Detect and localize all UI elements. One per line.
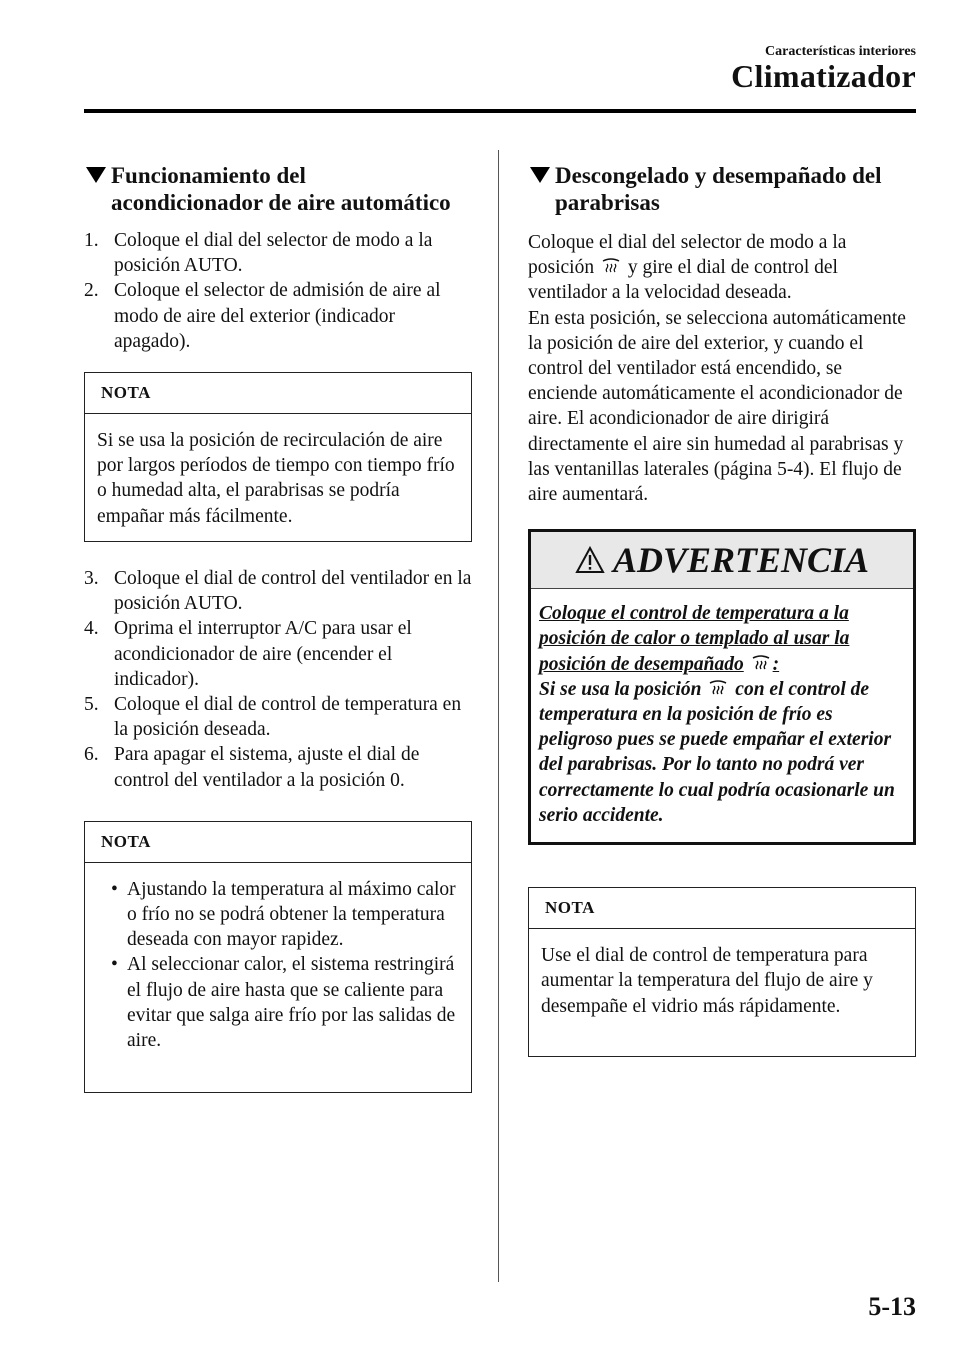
section-heading-defrost: Descongelado y desempañado del parabrisas [528, 162, 916, 216]
note-box-defrost [528, 887, 916, 1057]
warning-header [531, 532, 913, 589]
windshield-defrost-icon [752, 655, 770, 671]
list-item: 4. Oprima el interruptor A/C para usar el acondicionador de aire (encender el indicador). [84, 618, 412, 690]
right-column [528, 162, 916, 1057]
triangle-marker-icon [530, 167, 550, 183]
defrost-paragraph: Coloque el dial del selector de modo a la posición y gire el dial de control del ventilador a la velocidad deseada. [528, 232, 847, 304]
column-divider [498, 150, 499, 1282]
warning-triangle-icon [575, 546, 605, 574]
list-item: 1. Coloque el dial del selector de modo a la posición AUTO. [84, 230, 433, 277]
warning-box [528, 529, 916, 845]
triangle-marker-icon [86, 167, 106, 183]
left-column [84, 162, 472, 1093]
defrost-paragraph-2: En esta posición, se selecciona automáticamente la posición de aire del exterior, y cuando el control del ventilador está encendido, se enciende automáticamente el acondicionador de aire. El acondicionador de aire dirigirá directamente el aire sin humedad al parabrisas y las ventanillas laterales (página 5-4). El flujo de aire aumentará. [528, 307, 906, 506]
warning-title: ADVERTENCIA [612, 540, 870, 581]
list-item: 3. Coloque el dial de control del ventilador en la posición AUTO. [84, 568, 472, 615]
list-item: 6. Para apagar el sistema, ajuste el dial de control del ventilador a la posición 0. [84, 744, 420, 791]
windshield-defrost-icon [709, 680, 727, 696]
list-item: • Al seleccionar calor, el sistema restringirá el flujo de aire hasta que se caliente para evitar que salga aire frío por las salidas de aire. [111, 954, 456, 1052]
note-box-temperature [84, 821, 472, 1093]
windshield-defrost-icon [602, 258, 620, 274]
note-label: NOTA [529, 888, 915, 929]
note-box-recirculation [84, 372, 472, 542]
header-section: Características interiores [765, 44, 916, 59]
note-label: NOTA [85, 373, 471, 414]
steps-list-b [84, 566, 472, 793]
section-heading-auto-ac: Funcionamiento del acondicionador de aire automático [84, 162, 472, 216]
list-item: • Ajustando la temperatura al máximo calor o frío no se podrá obtener la temperatura deseada con mayor rapidez. [111, 878, 456, 951]
header-rule [84, 109, 916, 113]
list-item: 5. Coloque el dial de control de temperatura en la posición deseada. [84, 694, 462, 741]
list-item: 2. Coloque el selector de admisión de aire al modo de aire del exterior (indicador apagado). [84, 280, 441, 352]
note-bullets [85, 863, 471, 1065]
steps-list-a [84, 228, 472, 354]
warning-text: Coloque el control de temperatura a la posición de calor o templado al usar la posición de desempañado : Si se usa la posición con el control de temperatura en la posición de frío es peligroso pues se puede empañar el exterior del parabrisas. Por lo tanto no podrá ver correctamente lo cual podría ocasionarle un serio accidente. [539, 603, 895, 826]
page-number: 5-13 [868, 1292, 916, 1321]
note-text: Si se usa la posición de recirculación de aire por largos períodos de tiempo con tiempo frío o humedad alta, el parabrisas se podría empañar más fácilmente. [97, 430, 455, 527]
page-title: Climatizador [731, 58, 916, 94]
note-text: Use el dial de control de temperatura para aumentar la temperatura del flujo de aire y desempañe el vidrio más rápidamente. [541, 945, 873, 1017]
note-label: NOTA [85, 822, 471, 863]
